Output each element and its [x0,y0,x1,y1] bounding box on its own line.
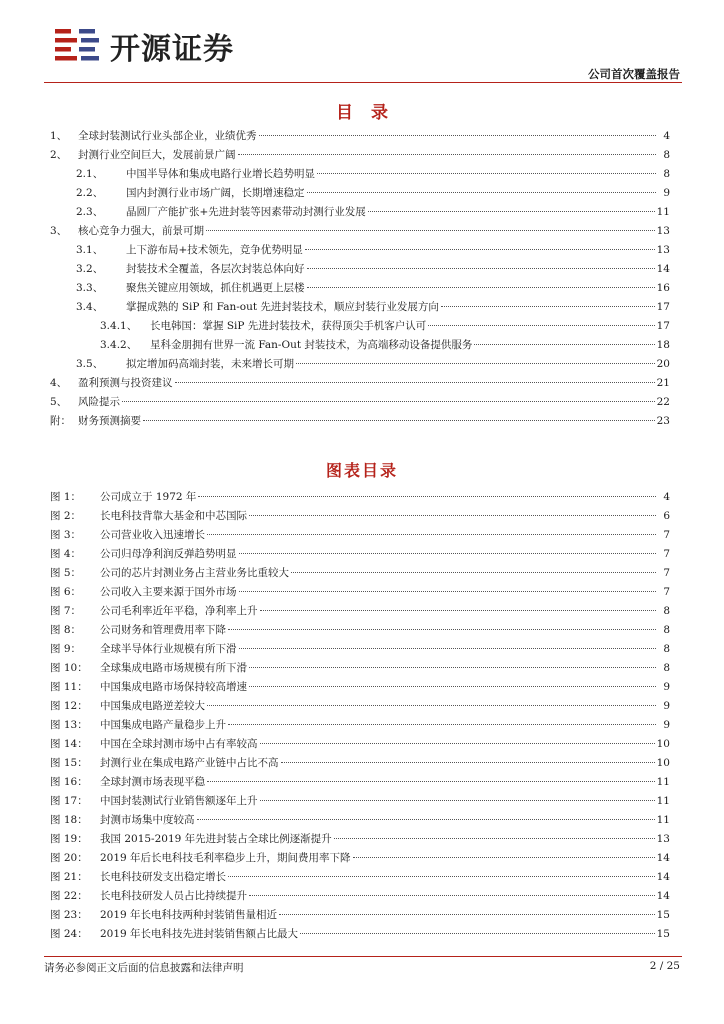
entry-number: 图 21： [50,871,88,883]
toc-entry[interactable] [50,374,670,393]
entry-title: 长电科技背靠大基金和中芯国际 [100,510,247,522]
toc-title: 目录 [336,103,406,123]
entry-title: 拟定增加码高端封装，未来增长可期 [126,358,294,370]
entry-number: 2.3、 [76,206,104,218]
company-logo [52,26,234,66]
dot-leader [122,401,655,402]
toc-list [50,127,670,431]
entry-title: 中国在全球封测市场中占有率较高 [100,738,258,750]
entry-page-number: 7 [663,548,670,560]
dot-leader [441,306,655,307]
entry-title: 国内封测行业市场广阔，长期增速稳定 [126,187,305,199]
figure-entry[interactable] [50,830,670,849]
entry-number: 图 3： [50,529,82,541]
entry-number: 图 17： [50,795,88,807]
entry-page-number: 15 [656,928,670,940]
entry-number: 图 10： [50,662,88,674]
header-divider [44,82,682,83]
entry-title: 全球封装测试行业头部企业，业绩优秀 [78,130,257,142]
toc-entry[interactable] [50,298,670,317]
toc-entry[interactable] [50,412,670,431]
entry-page-number: 11 [656,814,670,826]
entry-page-number: 13 [656,244,670,256]
entry-number: 图 1： [50,491,82,503]
dot-leader [228,876,655,877]
entry-page-number: 8 [663,149,670,161]
entry-page-number: 11 [656,795,670,807]
entry-page-number: 23 [656,415,670,427]
entry-title: 公司营业收入迅速增长 [100,529,205,541]
entry-number: 图 19： [50,833,88,845]
entry-number: 3.4.1、 [100,320,138,332]
entry-number: 3.5、 [76,358,104,370]
entry-number: 图 6： [50,586,82,598]
dot-leader [175,382,655,383]
dot-leader [281,762,655,763]
entry-number: 3.3、 [76,282,104,294]
entry-number: 图 9： [50,643,82,655]
entry-title: 封测行业空间巨大，发展前景广阔 [78,149,236,161]
entry-page-number: 9 [663,187,670,199]
toc-entry[interactable] [50,355,670,374]
entry-title: 2019 年后长电科技毛利率稳步上升，期间费用率下降 [100,852,351,864]
dot-leader [249,667,656,668]
entry-page-number: 8 [663,168,670,180]
figure-entry[interactable] [50,716,670,735]
dot-leader [198,496,656,497]
dot-leader [260,800,655,801]
dot-leader [207,781,655,782]
entry-title: 上下游布局+技术领先，竞争优势明显 [126,244,303,256]
entry-title: 长电韩国：掌握 SiP 先进封装技术，获得顶尖手机客户认可 [150,320,427,332]
entry-number: 5、 [50,396,68,408]
figure-entry[interactable] [50,887,670,906]
entry-title: 掌握成熟的 SiP 和 Fan-out 先进封装技术，顺应封装行业发展方向 [126,301,439,313]
entry-number: 图 15： [50,757,88,769]
figure-entry[interactable] [50,583,670,602]
dot-leader [279,914,655,915]
entry-title: 中国封装测试行业销售额逐年上升 [100,795,258,807]
figure-entry[interactable] [50,811,670,830]
figure-entry[interactable] [50,754,670,773]
report-type-label: 公司首次覆盖报告 [588,67,680,81]
figure-entry[interactable] [50,906,670,925]
toc-entry[interactable] [50,184,670,203]
entry-title: 聚焦关键应用领域，抓住机遇更上层楼 [126,282,305,294]
entry-number: 图 18： [50,814,88,826]
dot-leader [334,838,655,839]
dot-leader [206,230,655,231]
entry-title: 2019 年长电科技两种封装销售量相近 [100,909,278,921]
entry-title: 公司收入主要来源于国外市场 [100,586,237,598]
entry-title: 公司财务和管理费用率下降 [100,624,226,636]
entry-page-number: 8 [663,643,670,655]
toc-entry[interactable] [50,222,670,241]
entry-page-number: 14 [656,871,670,883]
entry-page-number: 16 [656,282,670,294]
page-indicator: 2 / 25 [649,960,680,972]
dot-leader [296,363,655,364]
entry-page-number: 14 [656,263,670,275]
toc-entry[interactable] [50,203,670,222]
dot-leader [353,857,655,858]
entry-title: 公司成立于 1972 年 [100,491,197,503]
dot-leader [300,933,655,934]
figure-entry[interactable] [50,868,670,887]
dot-leader [317,173,656,174]
entry-page-number: 21 [656,377,670,389]
figure-entry[interactable] [50,564,670,583]
entry-page-number: 13 [656,833,670,845]
entry-page-number: 8 [663,662,670,674]
logo-mark-icon [52,26,104,66]
entry-number: 图 16： [50,776,88,788]
dot-leader [143,420,655,421]
figure-entry[interactable] [50,735,670,754]
toc-entry[interactable] [50,279,670,298]
figure-entry[interactable] [50,773,670,792]
figures-toc-title: 图表目录 [325,461,398,480]
entry-title: 公司毛利率近年平稳，净利率上升 [100,605,258,617]
entry-number: 图 8： [50,624,82,636]
entry-page-number: 10 [656,757,670,769]
entry-page-number: 10 [656,738,670,750]
dot-leader [260,610,657,611]
figure-entry[interactable] [50,488,670,507]
dot-leader [238,154,657,155]
entry-number: 图 4： [50,548,82,560]
entry-title: 中国集成电路逆差较大 [100,700,205,712]
dot-leader [307,192,657,193]
entry-page-number: 8 [663,605,670,617]
figure-entry[interactable] [50,507,670,526]
dot-leader [239,648,657,649]
toc-entry[interactable] [50,146,670,165]
dot-leader [249,515,656,516]
dot-leader [259,135,657,136]
entry-title: 封装技术全覆盖，各层次封装总体向好 [126,263,305,275]
dot-leader [207,705,656,706]
footer-disclaimer: 请务必参阅正文后面的信息披露和法律声明 [44,962,244,974]
entry-page-number: 11 [656,776,670,788]
dot-leader [249,686,656,687]
toc-entry[interactable] [50,336,670,355]
toc-entry[interactable] [50,393,670,412]
entry-title: 2019 年长电科技先进封装销售额占比最大 [100,928,299,940]
entry-title: 中国半导体和集成电路行业增长趋势明显 [126,168,315,180]
entry-title: 长电科技研发支出稳定增长 [100,871,226,883]
entry-page-number: 13 [656,225,670,237]
dot-leader [239,553,657,554]
entry-page-number: 4 [663,491,670,503]
dot-leader [307,287,655,288]
entry-page-number: 17 [656,301,670,313]
dot-leader [428,325,654,326]
entry-number: 图 22： [50,890,88,902]
entry-number: 3.4.2、 [100,339,138,351]
dot-leader [368,211,655,212]
entry-number: 2.2、 [76,187,104,199]
figure-entry[interactable] [50,849,670,868]
entry-page-number: 7 [663,586,670,598]
entry-title: 全球封测市场表现平稳 [100,776,205,788]
dot-leader [228,629,656,630]
dot-leader [305,249,655,250]
entry-number: 图 20： [50,852,88,864]
entry-number: 4、 [50,377,68,389]
entry-number: 图 13： [50,719,88,731]
figure-entry[interactable] [50,545,670,564]
toc-entry[interactable] [50,260,670,279]
footer-divider [44,956,682,957]
entry-number: 2、 [50,149,68,161]
entry-page-number: 11 [656,206,670,218]
dot-leader [228,724,656,725]
entry-title: 长电科技研发人员占比持续提升 [100,890,247,902]
dot-leader [239,591,657,592]
entry-title: 星科金朋拥有世界一流 Fan-Out 封装技术，为高端移动设备提供服务 [150,339,473,351]
entry-number: 图 14： [50,738,88,750]
entry-page-number: 7 [663,567,670,579]
entry-number: 图 2： [50,510,82,522]
toc-entry[interactable] [50,127,670,146]
toc-entry[interactable] [50,241,670,260]
entry-number: 图 12： [50,700,88,712]
figure-entry[interactable] [50,526,670,545]
entry-number: 3.2、 [76,263,104,275]
entry-page-number: 9 [663,700,670,712]
dot-leader [197,819,655,820]
dot-leader [291,572,656,573]
entry-title: 中国集成电路产量稳步上升 [100,719,226,731]
entry-title: 公司的芯片封测业务占主营业务比重较大 [100,567,289,579]
entry-title: 全球半导体行业规模有所下滑 [100,643,237,655]
toc-entry[interactable] [50,317,670,336]
entry-number: 图 24： [50,928,88,940]
entry-title: 封测市场集中度较高 [100,814,195,826]
entry-number: 附： [50,415,71,427]
entry-title: 风险提示 [78,396,120,408]
entry-page-number: 8 [663,624,670,636]
figure-entry[interactable] [50,659,670,678]
figure-entry[interactable] [50,640,670,659]
figure-entry[interactable] [50,678,670,697]
entry-number: 3.4、 [76,301,104,313]
logo-text: 开源证券 [110,32,234,67]
entry-number: 1、 [50,130,68,142]
figure-entry[interactable] [50,925,670,944]
figure-entry[interactable] [50,792,670,811]
entry-page-number: 6 [663,510,670,522]
entry-title: 盈利预测与投资建议 [78,377,173,389]
entry-number: 3.1、 [76,244,104,256]
entry-page-number: 18 [656,339,670,351]
entry-title: 封测行业在集成电路产业链中占比不高 [100,757,279,769]
page-header [0,0,724,92]
figure-entry[interactable] [50,621,670,640]
entry-page-number: 14 [656,852,670,864]
dot-leader [260,743,655,744]
entry-title: 中国集成电路市场保持较高增速 [100,681,247,693]
entry-number: 2.1、 [76,168,104,180]
entry-number: 图 11： [50,681,88,693]
entry-title: 全球集成电路市场规模有所下滑 [100,662,247,674]
entry-page-number: 4 [663,130,670,142]
entry-page-number: 7 [663,529,670,541]
entry-page-number: 17 [656,320,670,332]
entry-title: 核心竞争力强大，前景可期 [78,225,204,237]
toc-entry[interactable] [50,165,670,184]
entry-page-number: 14 [656,890,670,902]
figures-list [50,488,670,944]
dot-leader [207,534,656,535]
dot-leader [474,344,654,345]
figure-entry[interactable] [50,697,670,716]
entry-page-number: 15 [656,909,670,921]
entry-number: 图 7： [50,605,82,617]
dot-leader [249,895,655,896]
entry-page-number: 22 [656,396,670,408]
figure-entry[interactable] [50,602,670,621]
entry-page-number: 20 [656,358,670,370]
entry-page-number: 9 [663,719,670,731]
entry-page-number: 9 [663,681,670,693]
entry-title: 我国 2015-2019 年先进封装占全球比例逐渐提升 [100,833,332,845]
entry-number: 图 5： [50,567,82,579]
entry-title: 财务预测摘要 [78,415,141,427]
entry-title: 晶圆厂产能扩张+先进封装等因素带动封测行业发展 [126,206,366,218]
dot-leader [307,268,655,269]
entry-number: 3、 [50,225,68,237]
entry-number: 图 23： [50,909,88,921]
entry-title: 公司归母净利润反弹趋势明显 [100,548,237,560]
